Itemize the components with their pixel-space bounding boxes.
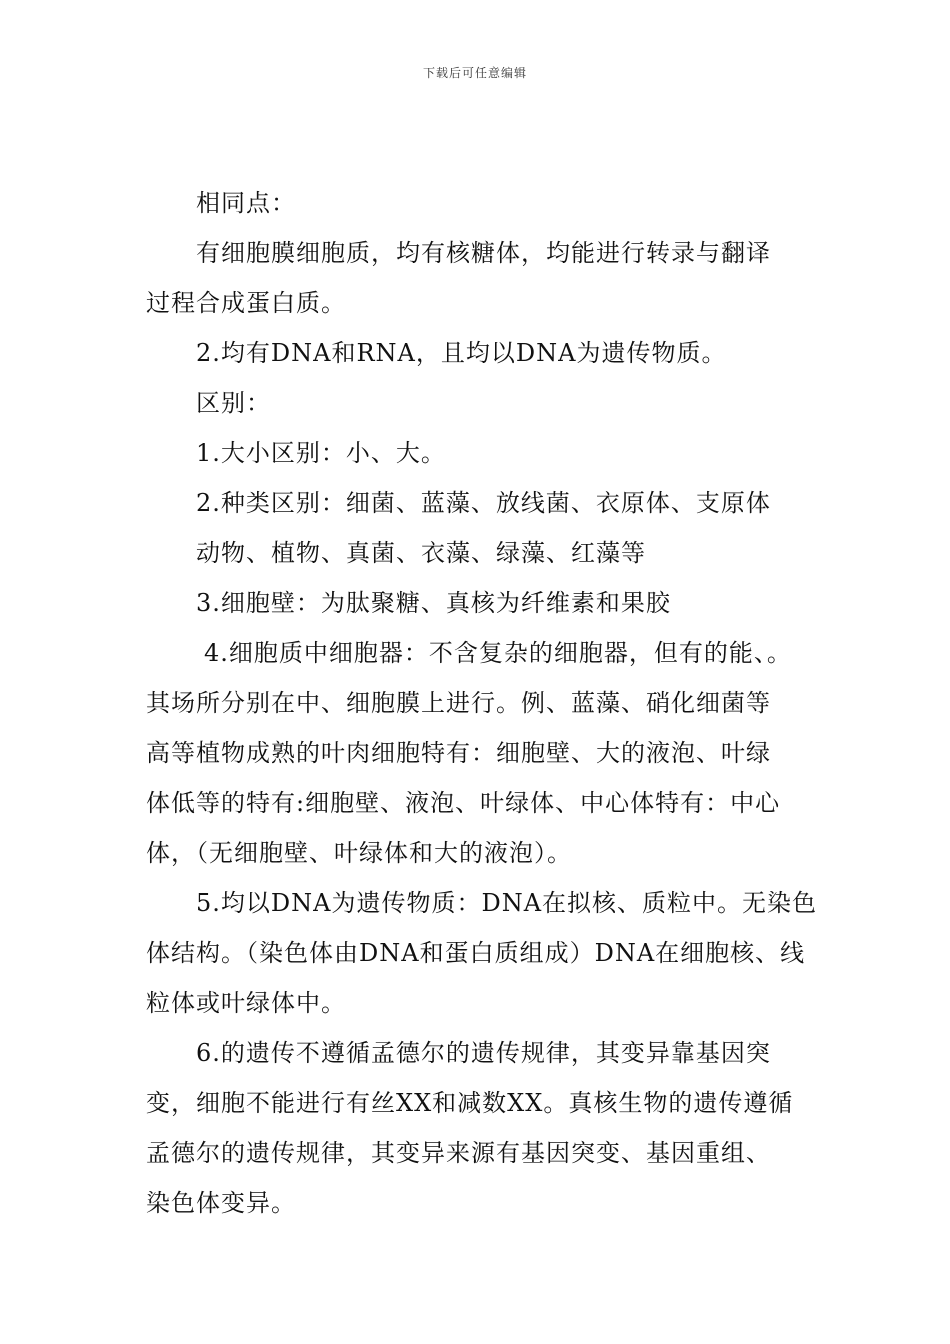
paragraph-line: 变，细胞不能进行有丝XX和减数XX。真核生物的遗传遵循 bbox=[146, 1089, 794, 1117]
paragraph-line: 体结构。（染色体由DNA和蛋白质组成）DNA在细胞核、线 bbox=[146, 939, 806, 967]
paragraph-line: 其场所分别在中、细胞膜上进行。例、蓝藻、硝化细菌等 bbox=[146, 689, 771, 717]
paragraph-line: 6.的遗传不遵循孟德尔的遗传规律，其变异靠基因突 bbox=[196, 1039, 771, 1067]
paragraph-line: 3.细胞壁：为肽聚糖、真核为纤维素和果胶 bbox=[196, 589, 671, 617]
paragraph-line: 1.大小区别：小、大。 bbox=[196, 439, 446, 467]
paragraph-line: 粒体或叶绿体中。 bbox=[146, 989, 346, 1017]
paragraph-line: 2.均有DNA和RNA，且均以DNA为遗传物质。 bbox=[196, 339, 727, 367]
paragraph-line: 染色体变异。 bbox=[146, 1189, 296, 1217]
page-header: 下载后可任意编辑 bbox=[422, 66, 527, 80]
paragraph-line: 5.均以DNA为遗传物质：DNA在拟核、质粒中。无染色 bbox=[196, 889, 818, 917]
document-body bbox=[146, 178, 816, 1228]
paragraph-line: 孟德尔的遗传规律，其变异来源有基因突变、基因重组、 bbox=[146, 1139, 771, 1167]
paragraph-line: 体，（无细胞壁、叶绿体和大的液泡）。 bbox=[146, 839, 572, 867]
paragraph-line: 4.细胞质中细胞器：不含复杂的细胞器，但有的能、。 bbox=[204, 639, 792, 667]
paragraph-line: 2.种类区别：细菌、蓝藻、放线菌、衣原体、支原体 bbox=[196, 489, 771, 517]
section-heading-similarities: 相同点： bbox=[196, 189, 296, 217]
paragraph-line: 动物、植物、真菌、衣藻、绿藻、红藻等 bbox=[196, 539, 646, 567]
paragraph-line: 高等植物成熟的叶肉细胞特有：细胞壁、大的液泡、叶绿 bbox=[146, 739, 771, 767]
paragraph-line: 体低等的特有:细胞壁、液泡、叶绿体、中心体特有：中心 bbox=[146, 789, 781, 817]
section-heading-differences: 区别： bbox=[196, 389, 271, 417]
paragraph-line: 有细胞膜细胞质，均有核糖体，均能进行转录与翻译 bbox=[196, 239, 771, 267]
paragraph-line: 过程合成蛋白质。 bbox=[146, 289, 346, 317]
